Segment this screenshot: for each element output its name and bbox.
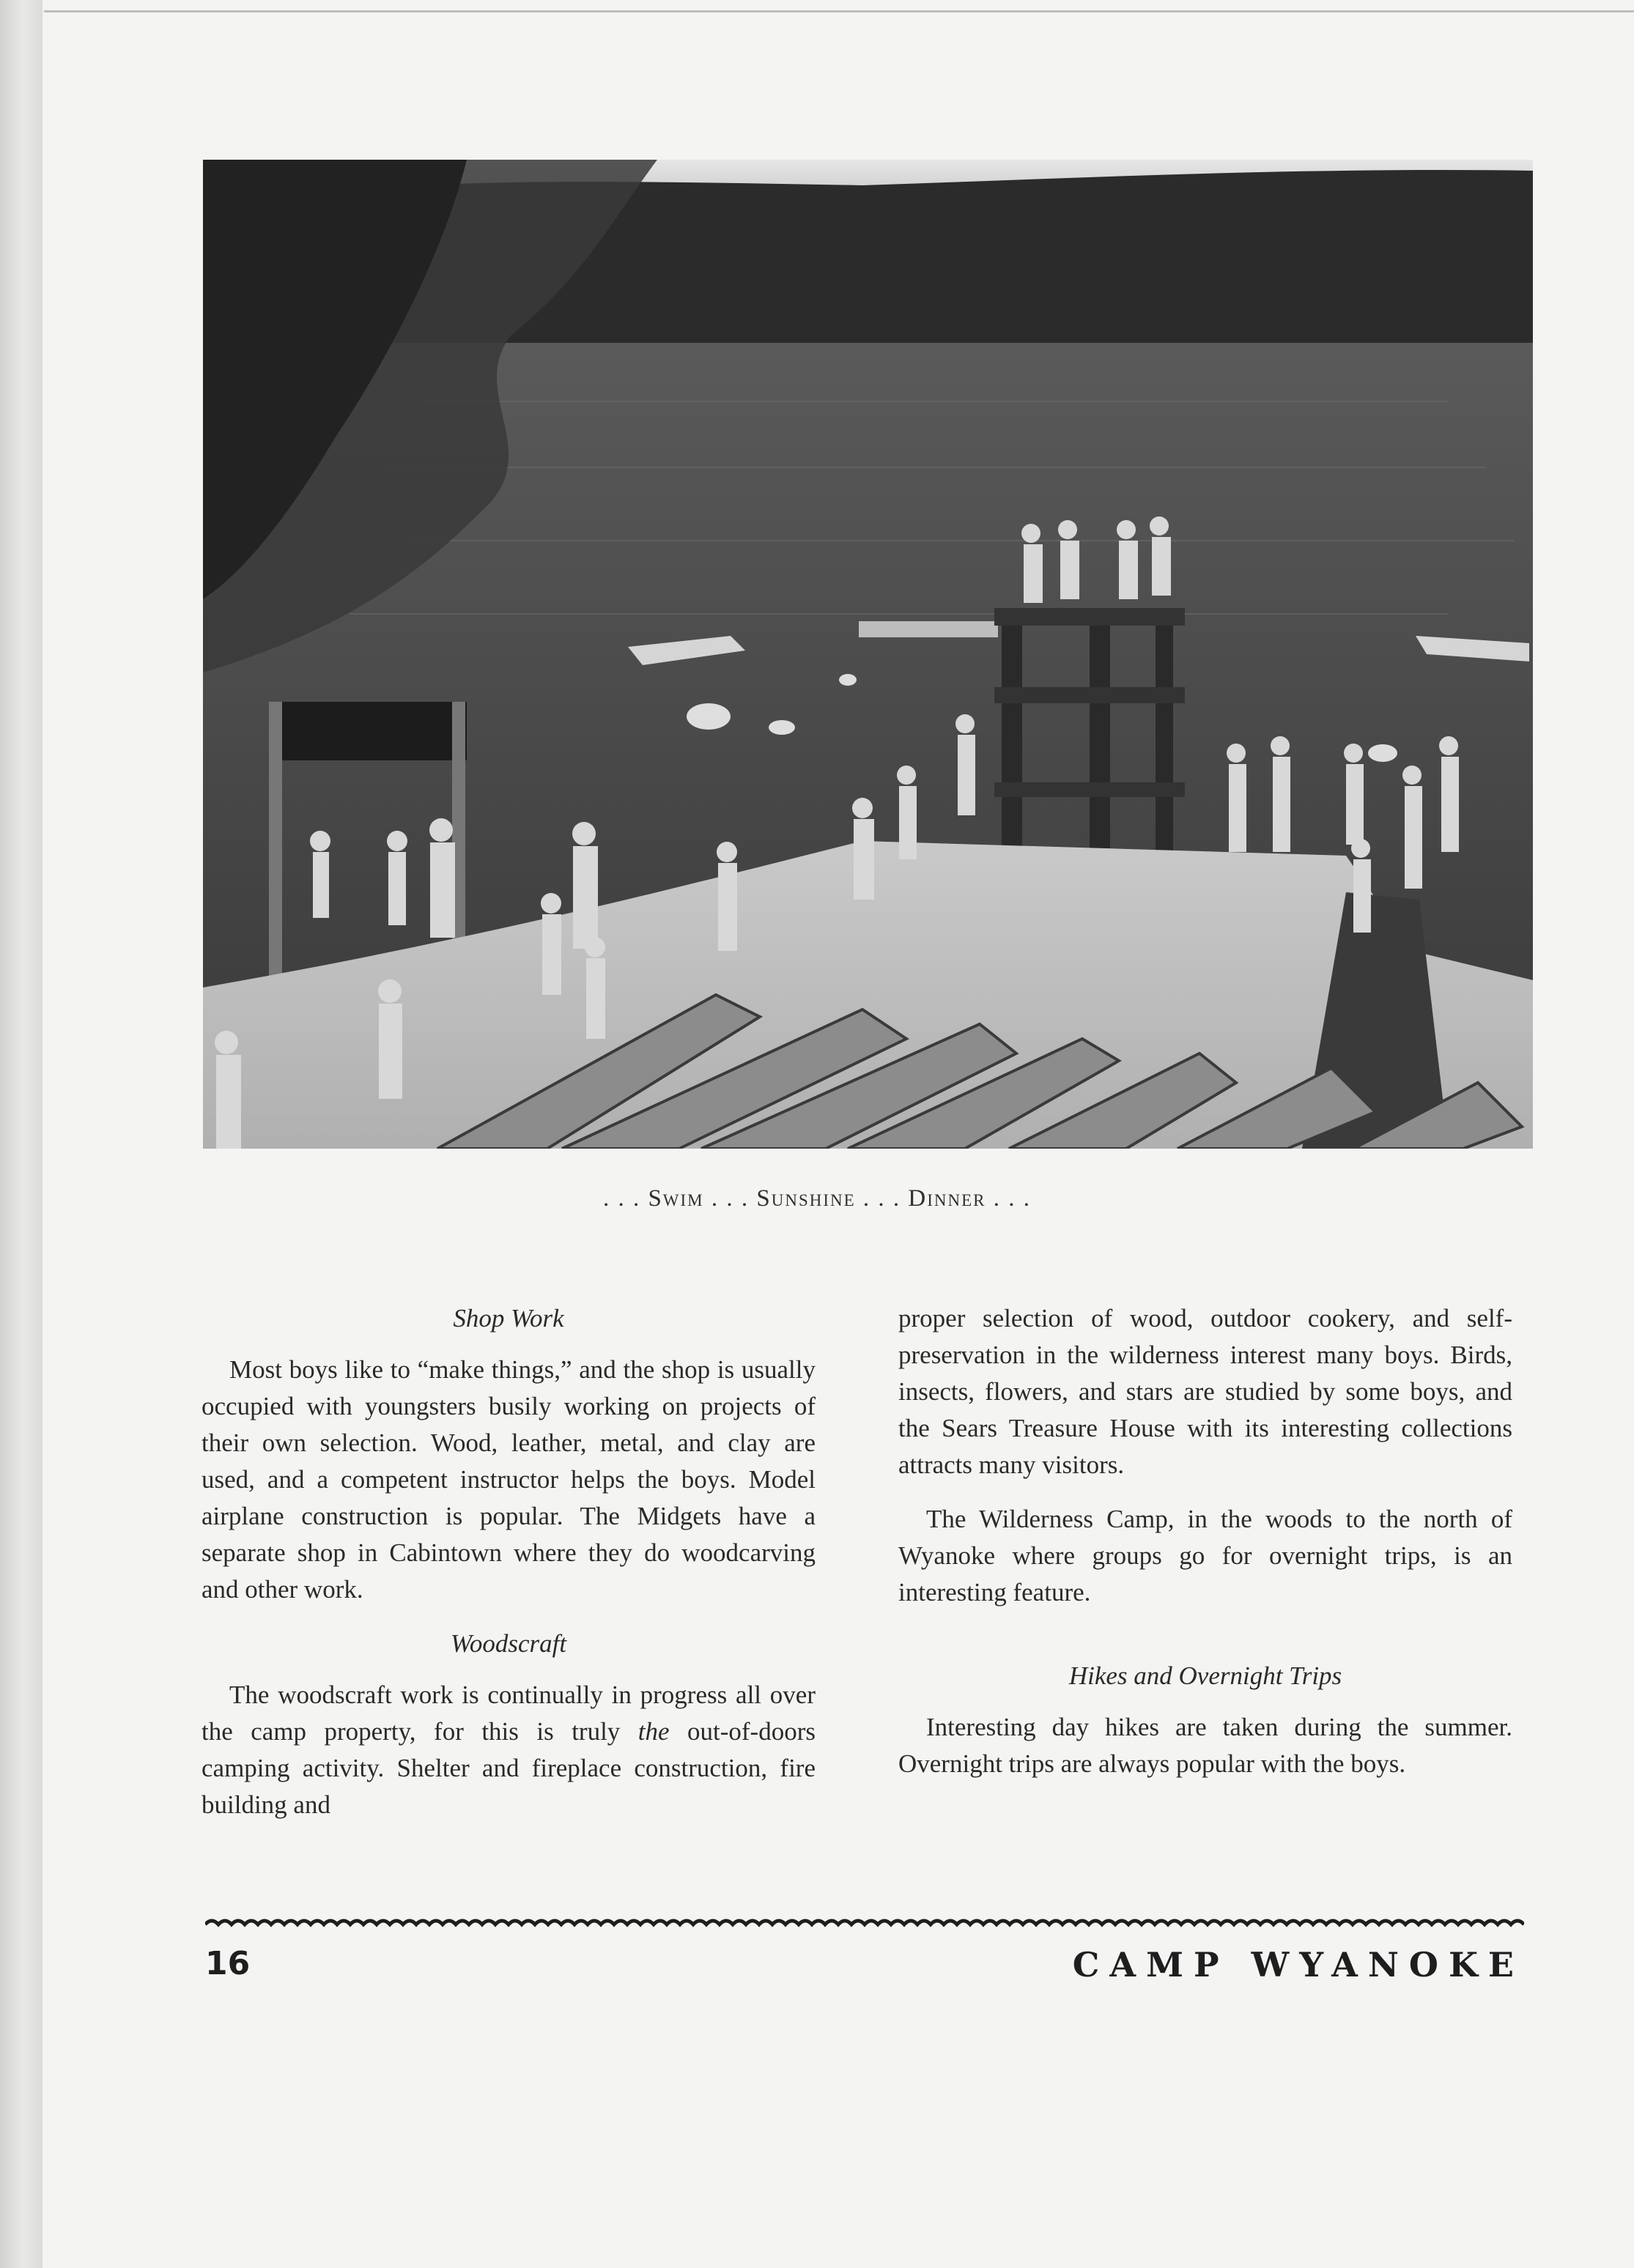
- paragraph-shop-work: Most boys like to “make things,” and the shop is usually occupied with youngsters busily working on projects of their own selection. Wood, leather, metal, and clay are used, and a competent instructor helps the boys. Model airplane construction is popular. The Midgets have a separate shop in Cabintown where they do woodcarving and other work.: [202, 1355, 816, 1604]
- photo-caption: . . . Swim . . . Sunshine . . . Dinner . . .: [602, 1185, 1032, 1212]
- top-edge-line: [44, 10, 1634, 12]
- book-binding: [0, 0, 44, 2268]
- heading-woodscraft: Woodscraft: [450, 1629, 567, 1658]
- spacer: [898, 1628, 1512, 1658]
- paragraph-woodscraft: [202, 1677, 816, 1823]
- paragraph-wilderness-camp: The Wilderness Camp, in the woods to the north of Wyanoke where groups go for overnight trips, is an interesting feature.: [898, 1505, 1512, 1606]
- paragraph-hikes: Interesting day hikes are taken during the summer. Overnight trips are always popular with the boys.: [898, 1713, 1512, 1778]
- heading-shop-work: Shop Work: [453, 1304, 564, 1333]
- lake-swimming-photo: [203, 160, 1533, 1149]
- woodscraft-emphasis: the: [637, 1717, 670, 1746]
- heading-hikes: Hikes and Overnight Trips: [1068, 1661, 1342, 1690]
- woodscraft-text-b: out-of-doors camping activity. Shelter and fireplace construction, fire building and: [202, 1717, 816, 1819]
- photo-illustration: [203, 160, 1533, 1149]
- wavy-rule: [205, 1916, 1524, 1932]
- paragraph-woodscraft-continued: proper selection of wood, outdoor cookery, and self-preservation in the wilderness interest many boys. Birds, insects, flowers, and stars are studied by some boys, and the Sears Treasure House with its interesting collections attracts many visitors.: [898, 1304, 1512, 1479]
- page-number: 16: [205, 1945, 251, 1982]
- left-column: [202, 1300, 816, 1841]
- right-column: [898, 1300, 1512, 1800]
- footer-title: CAMP WYANOKE: [1072, 1945, 1524, 1984]
- woodscraft-text-a: The woodscraft work is continually in progress all over the camp property, for this is truly: [202, 1680, 816, 1746]
